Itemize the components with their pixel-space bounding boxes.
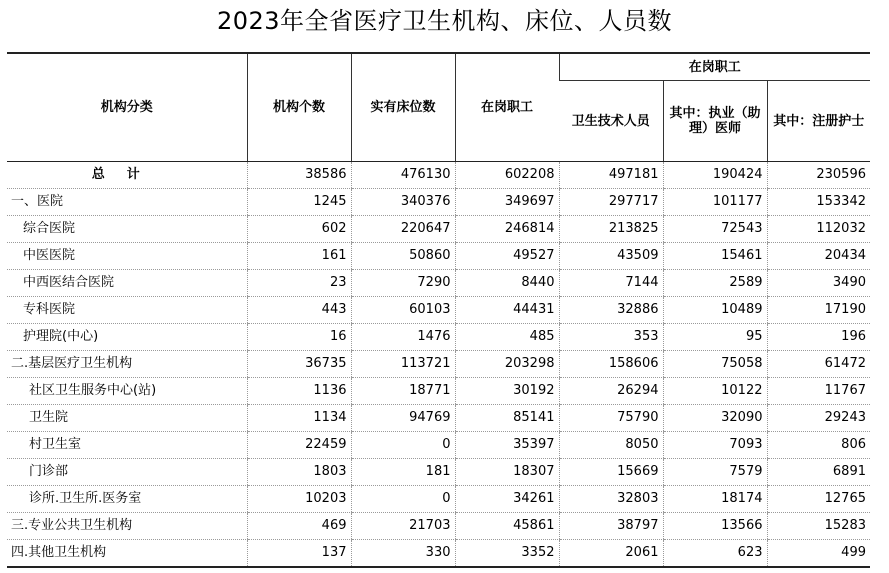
- cell-nurses: 29243: [767, 405, 870, 432]
- cell-institutions: 1245: [247, 189, 351, 216]
- table-row: [7, 486, 870, 513]
- cell-nurses: 15283: [767, 513, 870, 540]
- table-row: [7, 162, 870, 189]
- cell-institutions: 38586: [247, 162, 351, 189]
- row-label: 专科医院: [7, 297, 247, 324]
- cell-beds: 1476: [351, 324, 455, 351]
- cell-health-tech: 8050: [559, 432, 663, 459]
- cell-staff: 30192: [455, 378, 559, 405]
- cell-beds: 220647: [351, 216, 455, 243]
- cell-beds: 340376: [351, 189, 455, 216]
- row-label: 村卫生室: [7, 432, 247, 459]
- cell-beds: 330: [351, 540, 455, 568]
- cell-staff: 485: [455, 324, 559, 351]
- cell-staff: 44431: [455, 297, 559, 324]
- table-row: [7, 297, 870, 324]
- cell-nurses: 17190: [767, 297, 870, 324]
- table-row: [7, 459, 870, 486]
- cell-beds: 94769: [351, 405, 455, 432]
- table-row: [7, 351, 870, 378]
- cell-staff: 35397: [455, 432, 559, 459]
- table-row: [7, 432, 870, 459]
- cell-doctors: 10489: [663, 297, 767, 324]
- statistics-table: [7, 52, 870, 568]
- cell-institutions: 36735: [247, 351, 351, 378]
- header-institutions: 机构个数: [247, 53, 351, 162]
- table-row: [7, 540, 870, 568]
- cell-beds: 113721: [351, 351, 455, 378]
- table-body: [7, 162, 870, 568]
- cell-beds: 21703: [351, 513, 455, 540]
- cell-staff: 8440: [455, 270, 559, 297]
- cell-nurses: 61472: [767, 351, 870, 378]
- cell-staff: 45861: [455, 513, 559, 540]
- row-label: 一、医院: [7, 189, 247, 216]
- header-category: 机构分类: [7, 53, 247, 162]
- table-row: [7, 324, 870, 351]
- row-label: 中医医院: [7, 243, 247, 270]
- cell-nurses: 196: [767, 324, 870, 351]
- cell-beds: 50860: [351, 243, 455, 270]
- table-row: [7, 189, 870, 216]
- cell-doctors: 75058: [663, 351, 767, 378]
- cell-health-tech: 297717: [559, 189, 663, 216]
- header-staff-group: 在岗职工: [559, 53, 870, 81]
- cell-nurses: 230596: [767, 162, 870, 189]
- cell-staff: 3352: [455, 540, 559, 568]
- cell-health-tech: 26294: [559, 378, 663, 405]
- cell-institutions: 1134: [247, 405, 351, 432]
- cell-doctors: 32090: [663, 405, 767, 432]
- cell-institutions: 443: [247, 297, 351, 324]
- cell-institutions: 23: [247, 270, 351, 297]
- cell-institutions: 137: [247, 540, 351, 568]
- cell-doctors: 18174: [663, 486, 767, 513]
- cell-health-tech: 15669: [559, 459, 663, 486]
- cell-doctors: 15461: [663, 243, 767, 270]
- cell-institutions: 1803: [247, 459, 351, 486]
- row-label: 护理院(中心): [7, 324, 247, 351]
- cell-beds: 7290: [351, 270, 455, 297]
- header-nurses: 其中：注册护士: [767, 81, 870, 162]
- cell-nurses: 3490: [767, 270, 870, 297]
- row-label: 中西医结合医院: [7, 270, 247, 297]
- cell-staff: 602208: [455, 162, 559, 189]
- header-doctors: 其中：执业（助理）医师: [663, 81, 767, 162]
- row-label: 三.专业公共卫生机构: [7, 513, 247, 540]
- cell-staff: 246814: [455, 216, 559, 243]
- cell-health-tech: 158606: [559, 351, 663, 378]
- row-label: 总计: [7, 162, 247, 189]
- cell-doctors: 190424: [663, 162, 767, 189]
- cell-institutions: 161: [247, 243, 351, 270]
- cell-institutions: 16: [247, 324, 351, 351]
- table-row: [7, 270, 870, 297]
- cell-health-tech: 32803: [559, 486, 663, 513]
- cell-doctors: 95: [663, 324, 767, 351]
- cell-doctors: 7579: [663, 459, 767, 486]
- table-header: [7, 53, 870, 162]
- cell-nurses: 499: [767, 540, 870, 568]
- cell-beds: 181: [351, 459, 455, 486]
- cell-beds: 0: [351, 432, 455, 459]
- cell-institutions: 1136: [247, 378, 351, 405]
- cell-health-tech: 43509: [559, 243, 663, 270]
- cell-staff: 49527: [455, 243, 559, 270]
- cell-doctors: 72543: [663, 216, 767, 243]
- cell-nurses: 12765: [767, 486, 870, 513]
- table-row: [7, 513, 870, 540]
- cell-doctors: 2589: [663, 270, 767, 297]
- cell-health-tech: 7144: [559, 270, 663, 297]
- cell-doctors: 10122: [663, 378, 767, 405]
- cell-beds: 60103: [351, 297, 455, 324]
- cell-doctors: 7093: [663, 432, 767, 459]
- cell-doctors: 623: [663, 540, 767, 568]
- cell-health-tech: 213825: [559, 216, 663, 243]
- header-staff: 在岗职工: [455, 53, 559, 162]
- table-row: [7, 216, 870, 243]
- cell-staff: 349697: [455, 189, 559, 216]
- cell-health-tech: 2061: [559, 540, 663, 568]
- cell-staff: 34261: [455, 486, 559, 513]
- cell-beds: 18771: [351, 378, 455, 405]
- cell-institutions: 22459: [247, 432, 351, 459]
- cell-doctors: 101177: [663, 189, 767, 216]
- cell-health-tech: 353: [559, 324, 663, 351]
- cell-institutions: 602: [247, 216, 351, 243]
- table-row: [7, 405, 870, 432]
- header-beds: 实有床位数: [351, 53, 455, 162]
- cell-nurses: 153342: [767, 189, 870, 216]
- cell-health-tech: 32886: [559, 297, 663, 324]
- row-label: 四.其他卫生机构: [7, 540, 247, 568]
- cell-nurses: 112032: [767, 216, 870, 243]
- cell-nurses: 806: [767, 432, 870, 459]
- cell-health-tech: 497181: [559, 162, 663, 189]
- cell-beds: 0: [351, 486, 455, 513]
- cell-doctors: 13566: [663, 513, 767, 540]
- row-label: 门诊部: [7, 459, 247, 486]
- header-health-tech: 卫生技术人员: [559, 81, 663, 162]
- cell-institutions: 10203: [247, 486, 351, 513]
- page-title: 2023年全省医疗卫生机构、床位、人员数: [216, 7, 673, 35]
- cell-institutions: 469: [247, 513, 351, 540]
- cell-nurses: 20434: [767, 243, 870, 270]
- cell-staff: 85141: [455, 405, 559, 432]
- cell-nurses: 6891: [767, 459, 870, 486]
- cell-staff: 18307: [455, 459, 559, 486]
- cell-nurses: 11767: [767, 378, 870, 405]
- table-row: [7, 378, 870, 405]
- cell-beds: 476130: [351, 162, 455, 189]
- row-label: 诊所.卫生所.医务室: [7, 486, 247, 513]
- table-row: [7, 243, 870, 270]
- cell-health-tech: 38797: [559, 513, 663, 540]
- row-label: 综合医院: [7, 216, 247, 243]
- cell-staff: 203298: [455, 351, 559, 378]
- row-label: 社区卫生服务中心(站): [7, 378, 247, 405]
- row-label: 二.基层医疗卫生机构: [7, 351, 247, 378]
- row-label: 卫生院: [7, 405, 247, 432]
- cell-health-tech: 75790: [559, 405, 663, 432]
